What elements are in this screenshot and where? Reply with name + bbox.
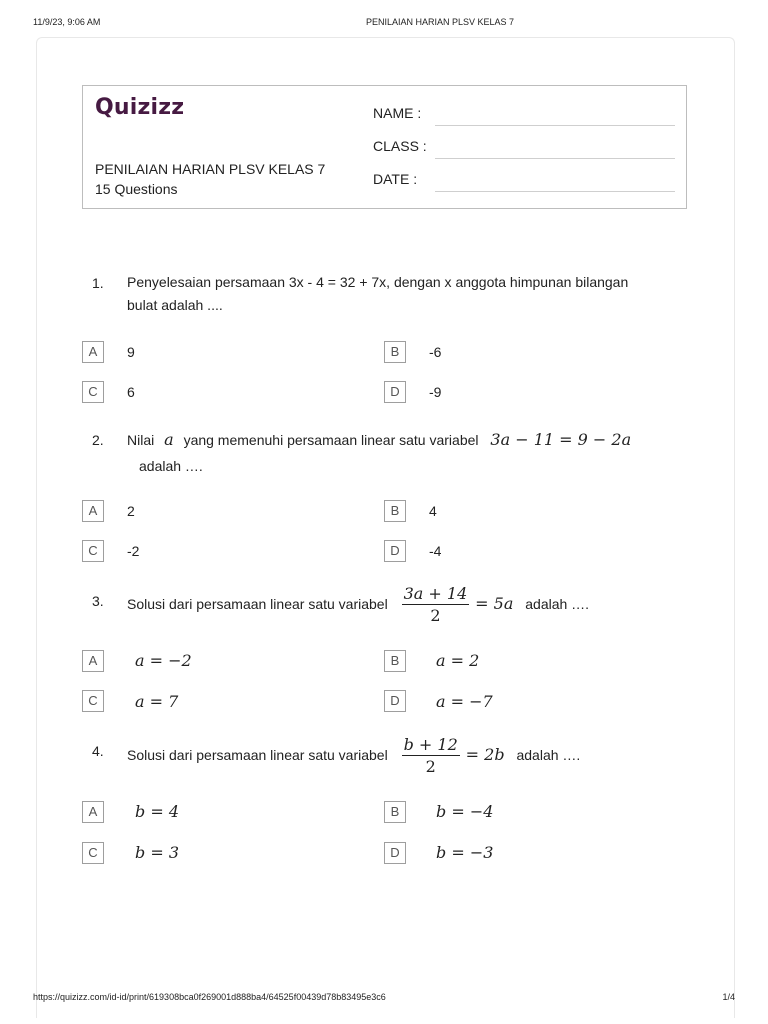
option-text-b[interactable]: -6 [429,344,442,360]
name-field[interactable] [435,124,675,126]
option-letter-c[interactable]: C [82,690,104,712]
option-text-a[interactable]: b = 4 [135,802,179,821]
math-rhs: = 2b [465,745,505,765]
print-datetime: 11/9/23, 9:06 AM [33,17,101,27]
fraction-denominator: 2 [425,757,436,776]
option-text-b[interactable]: a = 2 [436,651,480,670]
question-text [127,735,580,778]
print-url: https://quizizz.com/id-id/print/619308bca0f269001d888ba4/64525f00439d78b83495e3c6 [33,992,386,1002]
option-letter-b[interactable]: B [384,500,406,522]
option-letter-b[interactable]: B [384,801,406,823]
question-text-part: Nilai [127,432,155,448]
math-variable: a [164,430,174,449]
option-letter-a[interactable]: A [82,801,104,823]
option-text-c[interactable]: 6 [127,384,135,400]
name-label: NAME : [373,105,422,121]
page-number: 1/4 [722,992,735,1002]
question-text-post: adalah …. [516,747,581,764]
option-letter-c[interactable]: C [82,381,104,403]
option-text-d[interactable]: -4 [429,543,442,559]
option-text-b[interactable]: 4 [429,503,437,519]
option-letter-c[interactable]: C [82,540,104,562]
math-fraction [402,735,460,778]
quizizz-logo: Quizizz [95,95,185,120]
math-fraction [402,584,470,627]
question-number: 4. [92,743,104,759]
option-letter-b[interactable]: B [384,341,406,363]
option-letter-a[interactable]: A [82,650,104,672]
fraction-numerator: b + 12 [403,735,458,754]
question-text [127,584,589,627]
option-letter-d[interactable]: D [384,690,406,712]
print-title: PENILAIAN HARIAN PLSV KELAS 7 [365,17,515,27]
math-rhs: = 5a [475,594,514,614]
option-text-a[interactable]: 9 [127,344,135,360]
option-text-c[interactable]: a = 7 [135,692,179,711]
class-label: CLASS : [373,138,427,154]
option-text-a[interactable]: a = −2 [135,651,192,670]
math-equation: 3a − 11 = 9 − 2a [490,430,632,449]
question-text [127,428,631,452]
option-text-c[interactable]: b = 3 [135,843,179,862]
question-text-part: yang memenuhi persamaan linear satu variabel [183,432,479,448]
option-text-d[interactable]: b = −3 [436,843,494,862]
option-letter-c[interactable]: C [82,842,104,864]
option-text-c[interactable]: -2 [127,543,140,559]
option-letter-d[interactable]: D [384,540,406,562]
question-number: 2. [92,432,104,448]
option-letter-d[interactable]: D [384,842,406,864]
quiz-title: PENILAIAN HARIAN PLSV KELAS 7 [95,161,326,177]
date-label: DATE : [373,171,418,187]
question-count: 15 Questions [95,181,178,197]
question-text-part: Solusi dari persamaan linear satu variabel [127,747,388,764]
question-text-post: adalah …. [525,596,590,613]
fraction-numerator: 3a + 14 [403,584,468,603]
question-number: 3. [92,593,104,609]
date-field[interactable] [435,190,675,192]
option-text-b[interactable]: b = −4 [436,802,494,821]
question-text-line: bulat adalah .... [127,297,223,313]
question-text-part: Solusi dari persamaan linear satu variabel [127,596,388,613]
option-letter-a[interactable]: A [82,341,104,363]
class-field[interactable] [435,157,675,159]
option-text-a[interactable]: 2 [127,503,135,519]
worksheet-info-box [82,85,687,209]
option-text-d[interactable]: -9 [429,384,442,400]
option-letter-b[interactable]: B [384,650,406,672]
option-letter-a[interactable]: A [82,500,104,522]
question-number: 1. [92,275,104,291]
fraction-denominator: 2 [430,606,441,625]
option-text-d[interactable]: a = −7 [436,692,493,711]
option-letter-d[interactable]: D [384,381,406,403]
question-text-post: adalah …. [139,458,203,474]
question-text-line: Penyelesaian persamaan 3x - 4 = 32 + 7x, dengan x anggota himpunan bilangan [127,274,629,290]
question-text [127,271,628,317]
